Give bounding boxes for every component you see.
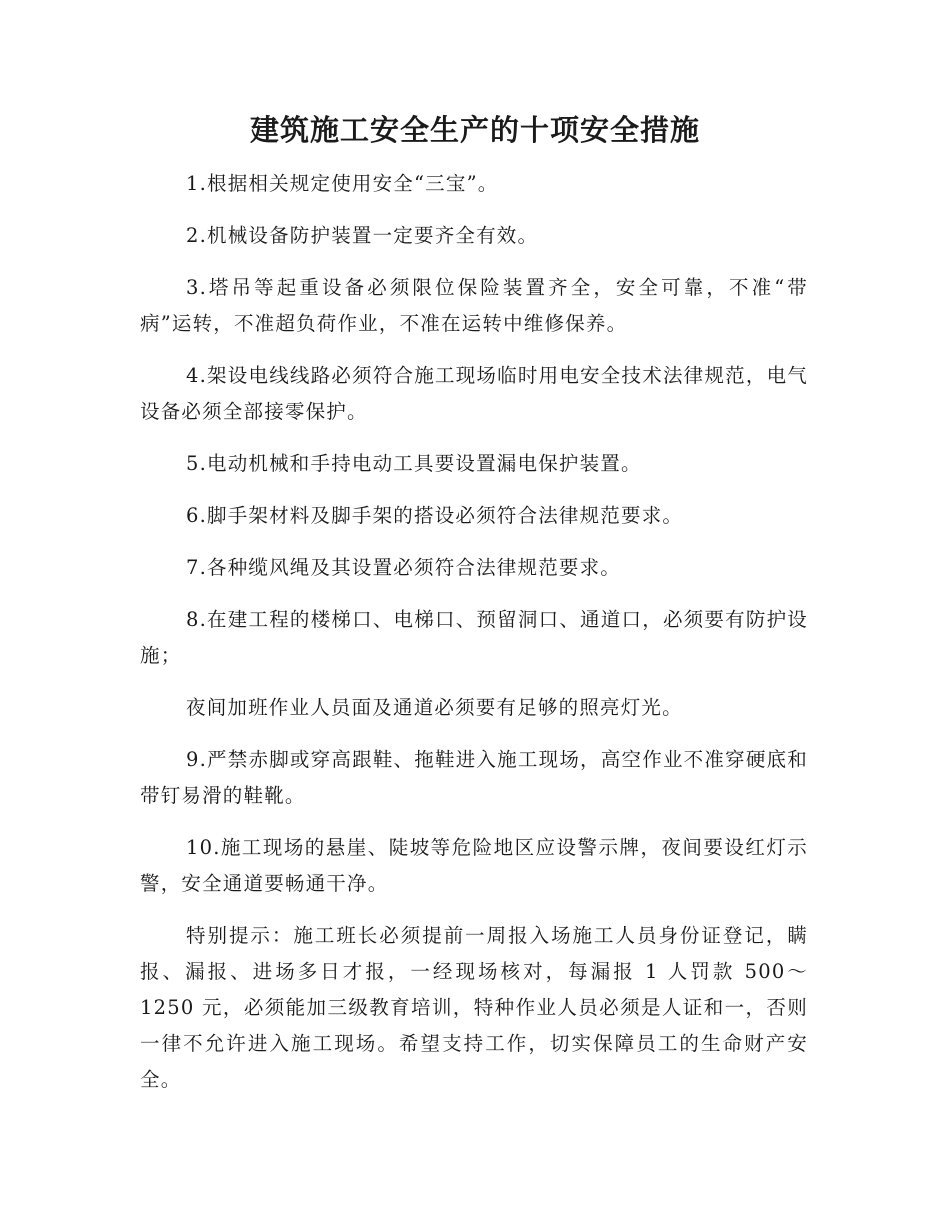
paragraph-item-8: 8.在建工程的楼梯口、电梯口、预留洞口、通道口，必须要有防护设施； (140, 608, 808, 667)
special-notice-paragraph: 特别提示：施工班长必须提前一周报入场施工人员身份证登记，瞒报、漏报、进场多日才报，一经现场核对，每漏报 1 人罚款 500～1250 元，必须能加三级教育培训，特种作业人员必须是人证和一，否则一律不允许进入施工现场。希望支持工作，切实保障员工的生命财产安全。 (140, 924, 808, 1091)
paragraph-item-4: 4.架设电线线路必须符合施工现场临时用电安全技术法律规范，电气设备必须全部接零保护。 (140, 364, 808, 423)
paragraph-item-3: 3.塔吊等起重设备必须限位保险装置齐全，安全可靠，不准“带病”运转，不准超负荷作业，不准在运转中维修保养。 (140, 276, 808, 335)
document-body (140, 166, 808, 1114)
document-title: 建筑施工安全生产的十项安全措施 (249, 113, 700, 147)
paragraph-item-2: 2.机械设备防护装置一定要齐全有效。 (186, 224, 539, 247)
paragraph-item-9: 9.严禁赤脚或穿高跟鞋、拖鞋进入施工现场，高空作业不准穿硬底和带钉易滑的鞋靴。 (140, 748, 808, 807)
paragraph-item-7: 7.各种缆风绳及其设置必须符合法律规范要求。 (186, 556, 622, 579)
paragraph-item-1: 1.根据相关规定使用安全“三宝”。 (186, 172, 499, 195)
paragraph-item-8-continued: 夜间加班作业人员面及通道必须要有足够的照亮灯光。 (186, 696, 683, 719)
paragraph-item-6: 6.脚手架材料及脚手架的搭设必须符合法律规范要求。 (186, 504, 684, 527)
paragraph-item-10: 10.施工现场的悬崖、陡坡等危险地区应设警示牌，夜间要设红灯示警，安全通道要畅通干净。 (140, 836, 808, 895)
paragraph-item-5: 5.电动机械和手持电动工具要设置漏电保护装置。 (186, 452, 642, 475)
